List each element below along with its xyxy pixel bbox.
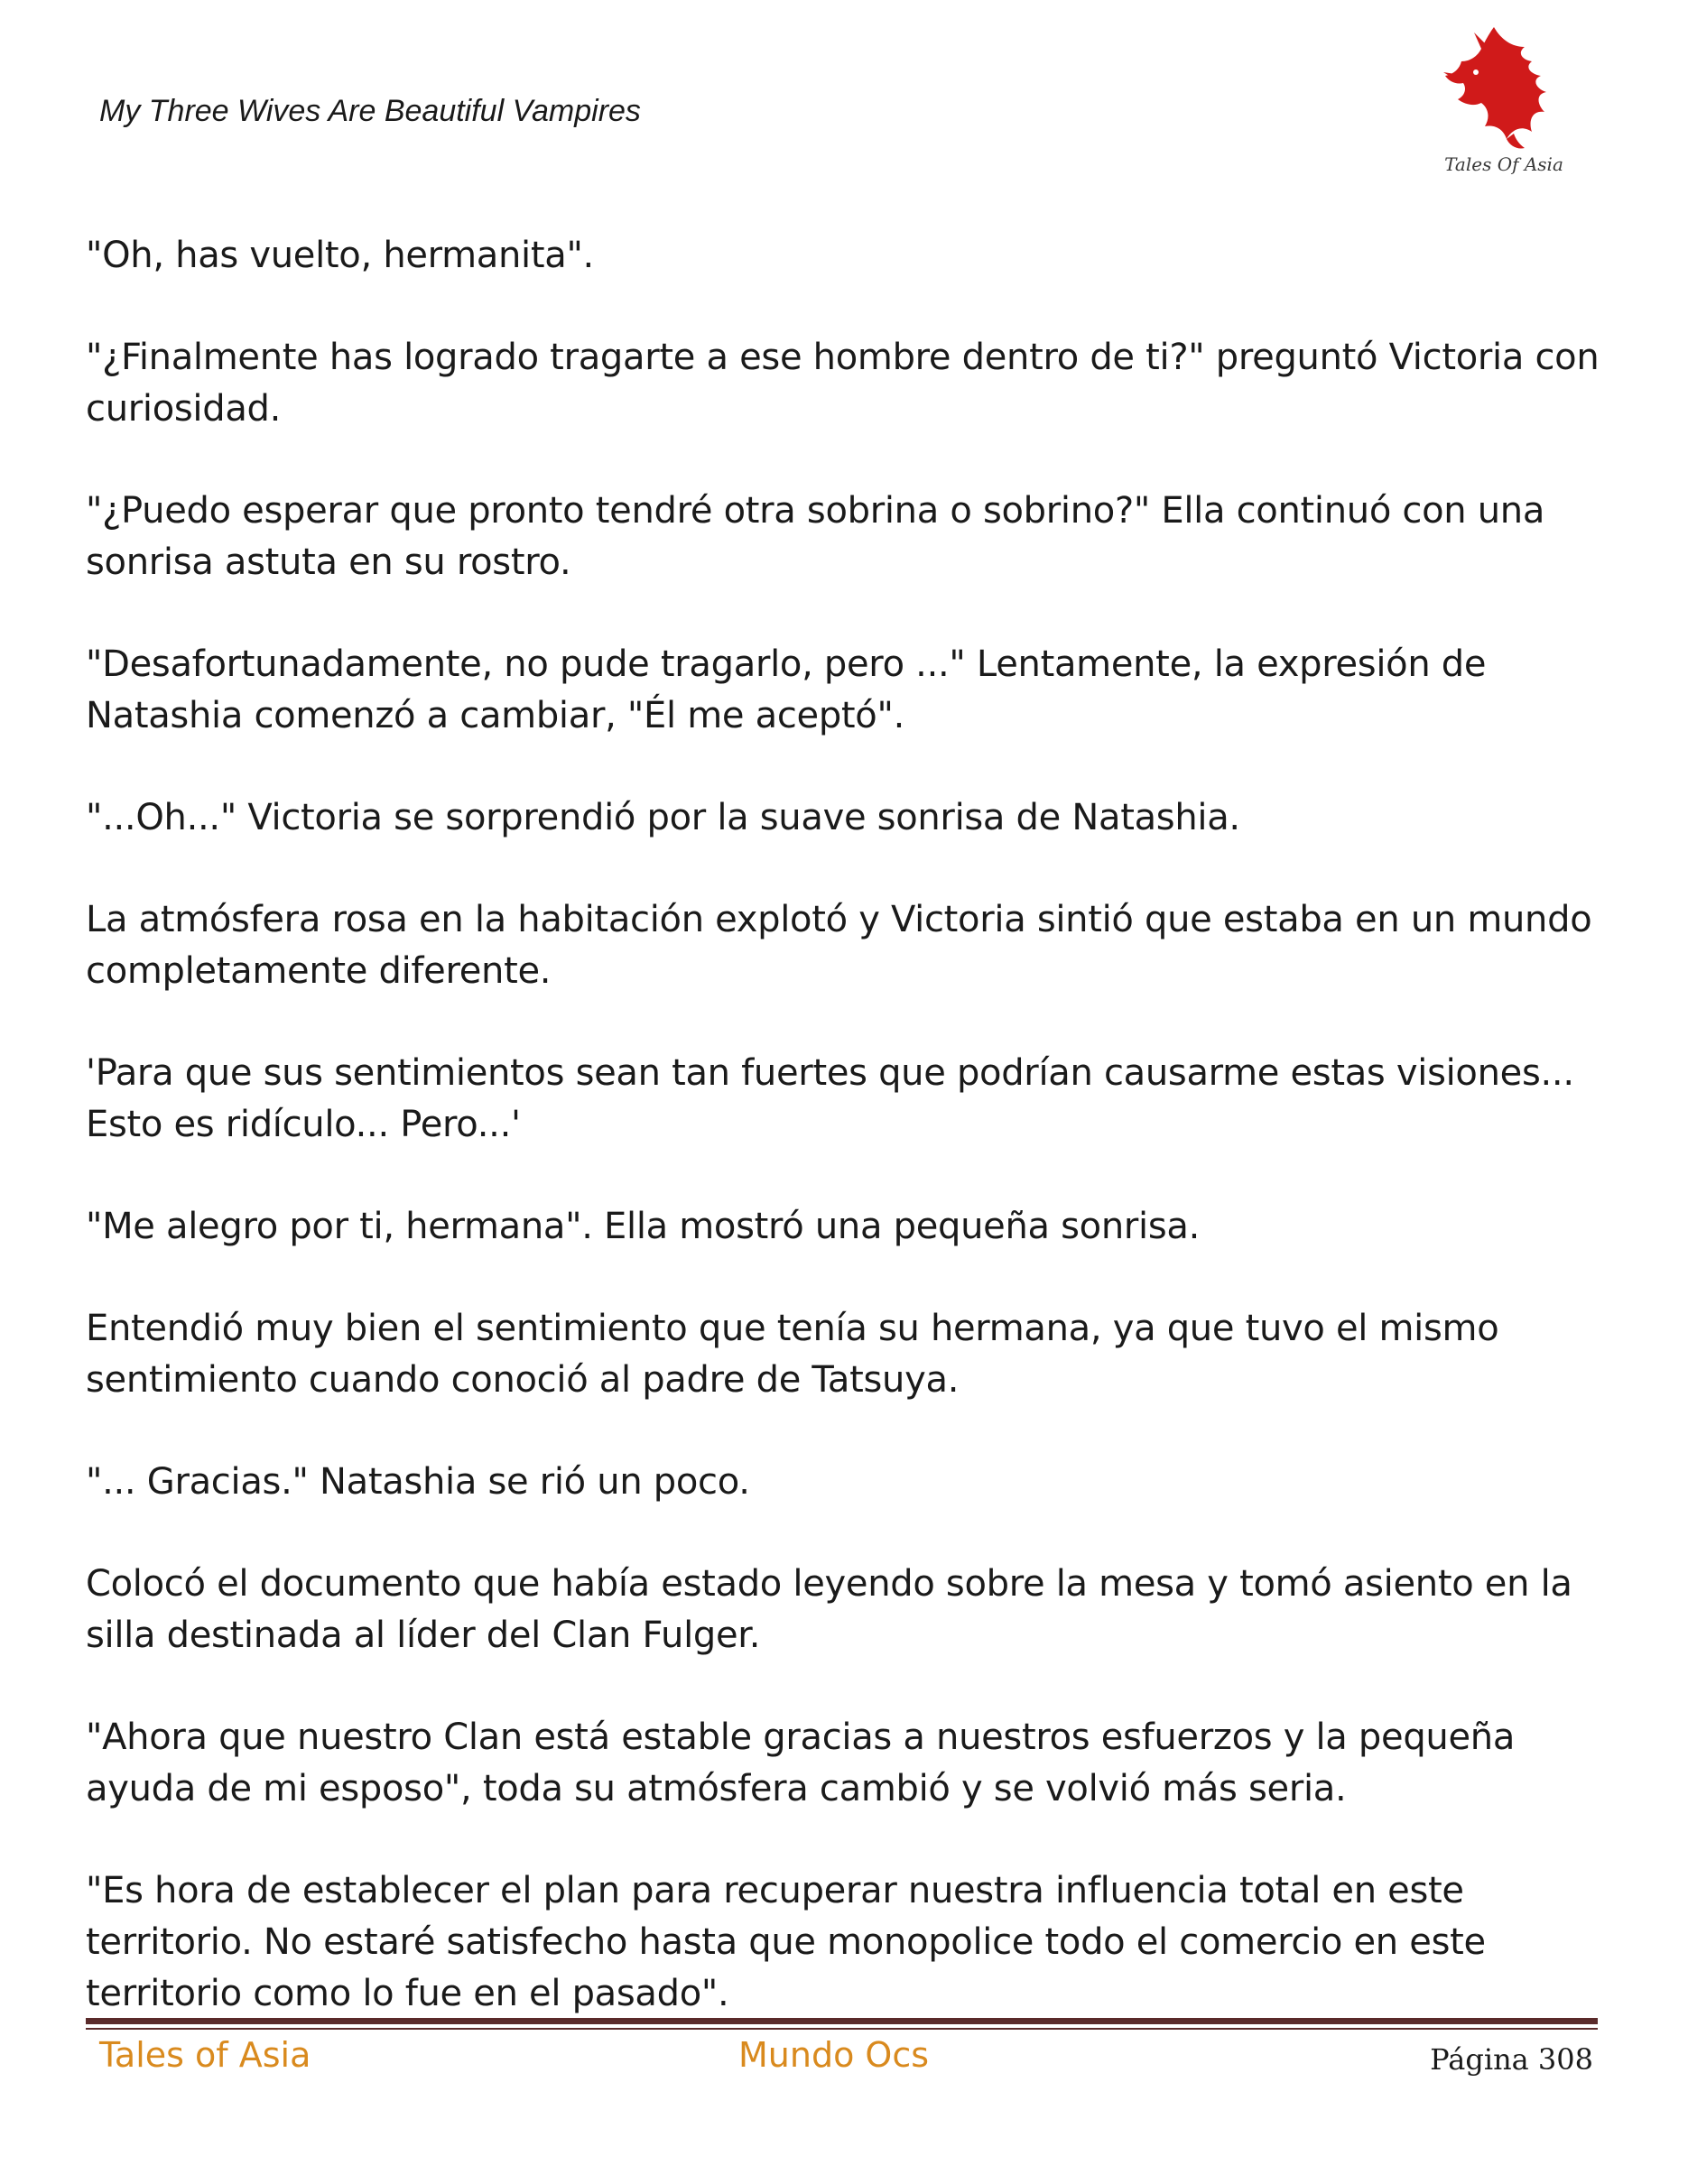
footer-divider-thin [86,2028,1598,2030]
paragraph: "Me alegro por ti, hermana". Ella mostró una pequeña sonrisa. [86,1206,1201,1247]
paragraph: "...Oh..." Victoria se sorprendió por la suave sonrisa de Natashia. [86,797,1240,838]
paragraph: "Oh, has vuelto, hermanita". [86,235,594,276]
body-text [86,230,1620,2070]
paragraph: "Ahora que nuestro Clan está estable gracias a nuestros esfuerzos y la pequeña ayuda de mi esposo", toda su atmósfera cambió y se volvió más seria. [86,1717,1516,1809]
paragraph: "Es hora de establecer el plan para recuperar nuestra influencia total en este territorio. No estaré satisfecho hasta que monopolice todo el comercio en este territorio como lo fue en el pasado". [86,1870,1486,2014]
page-number: Página 308 [1430,2042,1593,2077]
paragraph: "Desafortunadamente, no pude tragarlo, pero ..." Lentamente, la expresión de Natashia comenzó a cambiar, "Él me aceptó". [86,643,1487,736]
paragraph: Colocó el documento que había estado leyendo sobre la mesa y tomó asiento en la silla destinada al líder del Clan Fulger. [86,1563,1572,1656]
footer-divider [86,2018,1598,2024]
paragraph: "¿Puedo esperar que pronto tendré otra sobrina o sobrino?" Ella continuó con una sonrisa astuta en su rostro. [86,490,1545,583]
paragraph: "¿Finalmente has logrado tragarte a ese hombre dentro de ti?" preguntó Victoria con curiosidad. [86,337,1600,430]
footer-site-name: Tales of Asia [99,2035,311,2075]
paragraph: 'Para que sus sentimientos sean tan fuertes que podrían causarme estas visiones... Esto es ridículo... Pero...' [86,1052,1574,1145]
footer-section-name: Mundo Ocs [738,2035,930,2075]
header-title: My Three Wives Are Beautiful Vampires [99,94,641,128]
paragraph: "... Gracias." Natashia se rió un poco. [86,1461,750,1503]
paragraph: La atmósfera rosa en la habitación explotó y Victoria sintió que estaba en un mundo completamente diferente. [86,899,1592,992]
logo-text: Tales Of Asia [1444,153,1563,175]
paragraph: Entendió muy bien el sentimiento que tenía su hermana, ya que tuvo el mismo sentimiento cuando conoció al padre de Tatsuya. [86,1308,1499,1401]
